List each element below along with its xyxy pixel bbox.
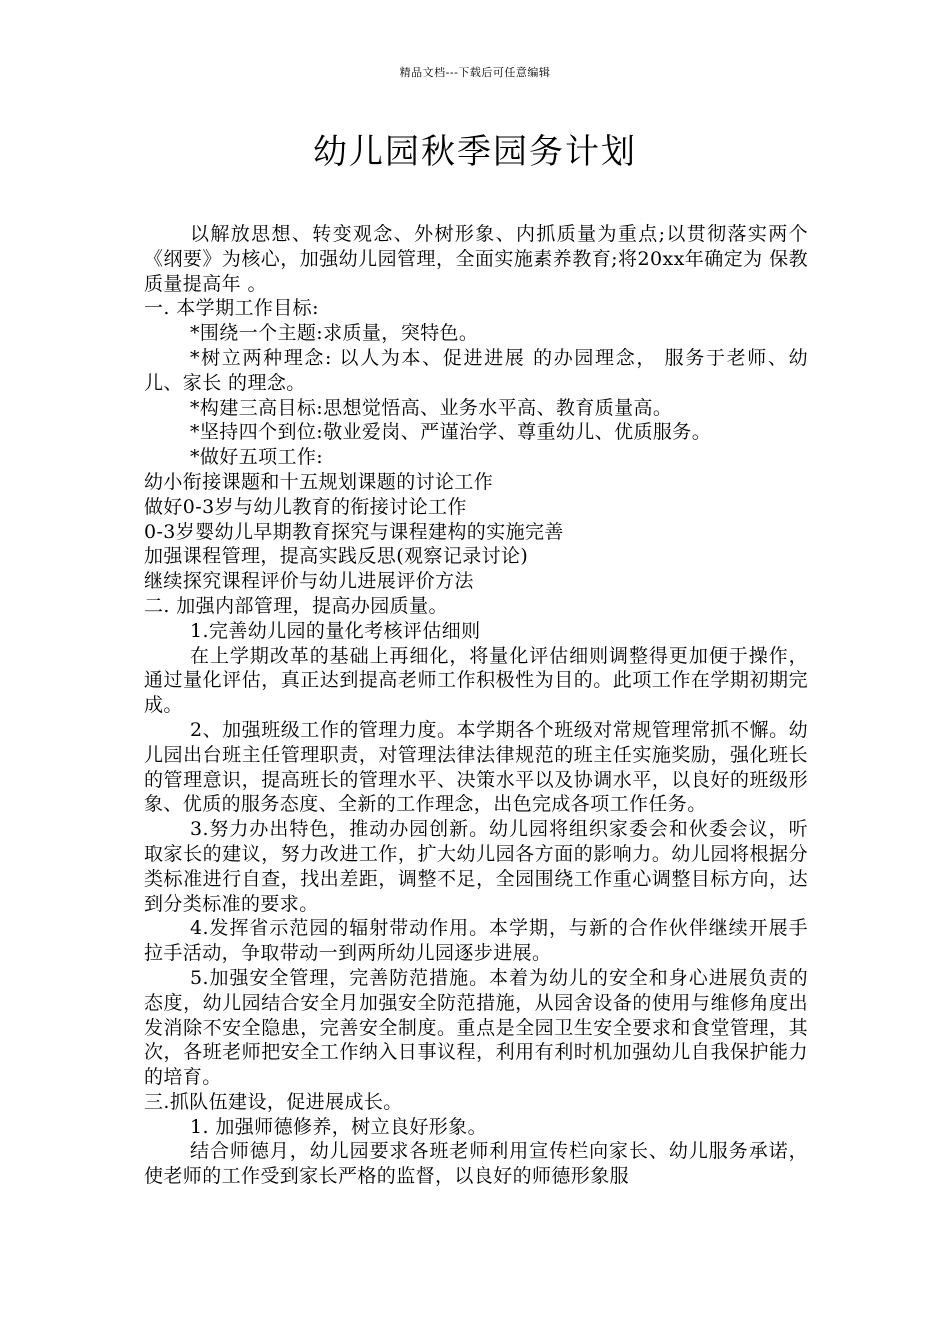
paragraph: 做好0-3岁与幼儿教育的衔接讨论工作: [144, 495, 467, 518]
paragraph: 幼小衔接课题和十五规划课题的讨论工作: [144, 470, 494, 493]
paragraph: 加强课程管理，提高实践反思(观察记录讨论): [144, 545, 529, 568]
paragraph: 一. 本学期工作目标:: [144, 297, 319, 320]
paragraph: 1. 加强师德修养，树立良好形象。: [190, 1115, 487, 1138]
paragraph: *坚持四个到位:敬业爱岗、严谨治学、尊重幼儿、优质服务。: [190, 421, 712, 444]
paragraph: *树立两种理念: 以人为本、促进进展 的办园理念， 服务于老师、幼儿、家长 的理念。: [144, 346, 808, 394]
paragraph: 三.抓队伍建设，促进展成长。: [144, 1090, 403, 1113]
paragraph: 以解放思想、转变观念、外树形象、内抓质量为重点;以贯彻落实两个《纲要》为核心，加强幼儿园管理，全面实施素养教育;将20xx年确定为 保教质量提高年 。: [144, 223, 808, 295]
document-body: [144, 222, 808, 1189]
paragraph: 继续探究课程评价与幼儿进展评价方法: [144, 570, 474, 593]
paragraph: *构建三高目标:思想觉悟高、业务水平高、教育质量高。: [190, 396, 673, 419]
document-title: 幼儿园秋季园务计划: [313, 132, 637, 172]
paragraph: 3.努力办出特色，推动办园创新。幼儿园将组织家委会和伙委会议，听取家长的建议，努力改进工作，扩大幼儿园各方面的影响力。幼儿园将根据分类标准进行自查，找出差距，调整不足，全园围绕工作重心调整目标方向，达到分类标准的要求。: [144, 818, 808, 915]
paragraph: 二. 加强内部管理，提高办园质量。: [144, 594, 448, 617]
paragraph: 0-3岁婴幼儿早期教育探究与课程建构的实施完善: [144, 520, 564, 543]
paragraph: *围绕一个主题:求质量，突特色。: [190, 322, 479, 345]
paragraph: *做好五项工作:: [190, 446, 324, 469]
paragraph: 2、加强班级工作的管理力度。本学期各个班级对常规管理常抓不懈。幼儿园出台班主任管理职责，对管理法律法律规范的班主任实施奖励，强化班长的管理意识，提高班长的管理水平、决策水平以及协调水平，以良好的班级形象、优质的服务态度、全新的工作理念，出色完成各项工作任务。: [144, 718, 808, 816]
paragraph: 结合师德月，幼儿园要求各班老师利用宣传栏向家长、幼儿服务承诺，使老师的工作受到家长严格的监督，以良好的师德形象服: [144, 1140, 808, 1188]
paragraph: 5.加强安全管理，完善防范措施。本着为幼儿的安全和身心进展负责的态度，幼儿园结合安全月加强安全防范措施，从园舍设备的使用与维修角度出发消除不安全隐患，完善安全制度。重点是全园卫生安全要求和食堂管理，其次，各班老师把安全工作纳入日事议程，利用有利时机加强幼儿自我保护能力的培育。: [144, 966, 808, 1089]
header-note: 精品文档---下载后可任意编辑: [399, 66, 551, 79]
paragraph: 在上学期改革的基础上再细化，将量化评估细则调整得更加便于操作，通过量化评估，真正达到提高老师工作积极性为目的。此项工作在学期初期完成。: [144, 644, 808, 717]
paragraph: 4.发挥省示范园的辐射带动作用。本学期，与新的合作伙伴继续开展手拉手活动，争取带动一到两所幼儿园逐步进展。: [144, 917, 808, 965]
paragraph: 1.完善幼儿园的量化考核评估细则: [190, 619, 481, 642]
